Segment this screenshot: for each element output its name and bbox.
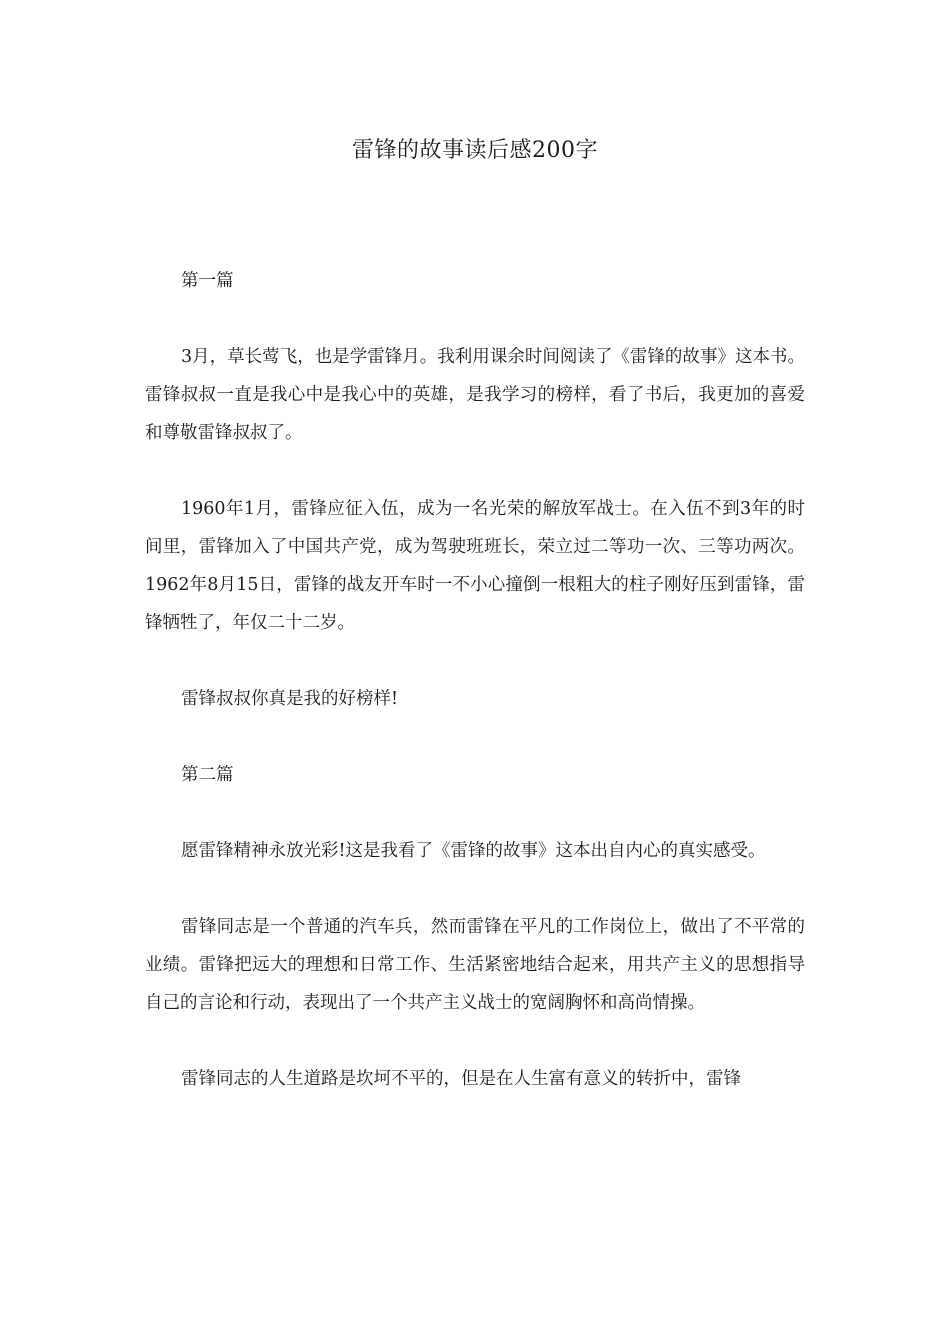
section-heading: 第二篇 (181, 765, 234, 785)
paragraph: 雷锋同志的人生道路是坎坷不平的，但是在人生富有意义的转折中，雷锋 (181, 1069, 741, 1089)
paragraph: 雷锋同志是一个普通的汽车兵，然而雷锋在平凡的工作岗位上，做出了不平常的业绩。雷锋把远大的理想和日常工作、生活紧密地结合起来，用共产主义的思想指导自己的言论和行动，表现出了一个共产主义战士的宽阔胸怀和高尚情操。 (145, 917, 805, 1013)
paragraph: 3月，草长莺飞，也是学雷锋月。我利用课余时间阅读了《雷锋的故事》这本书。雷锋叔叔一直是我心中是我心中的英雄，是我学习的榜样，看了书后，我更加的喜爱和尊敬雷锋叔叔了。 (145, 347, 805, 443)
paragraph: 雷锋叔叔你真是我的好榜样! (181, 689, 399, 709)
paragraph: 1960年1月，雷锋应征入伍，成为一名光荣的解放军战士。在入伍不到3年的时间里，雷锋加入了中国共产党，成为驾驶班班长，荣立过二等功一次、三等功两次。1962年8月15日，雷锋的战友开车时一不小心撞倒一根粗大的柱子刚好压到雷锋，雷锋牺牲了，年仅二十二岁。 (145, 499, 805, 633)
document-title: 雷锋的故事读后感200字 (352, 138, 598, 163)
section-1 (145, 262, 805, 718)
document-body (145, 262, 805, 1136)
section-heading: 第一篇 (181, 271, 234, 291)
paragraph: 愿雷锋精神永放光彩!这是我看了《雷锋的故事》这本出自内心的真实感受。 (181, 841, 766, 861)
section-2 (145, 756, 805, 1098)
